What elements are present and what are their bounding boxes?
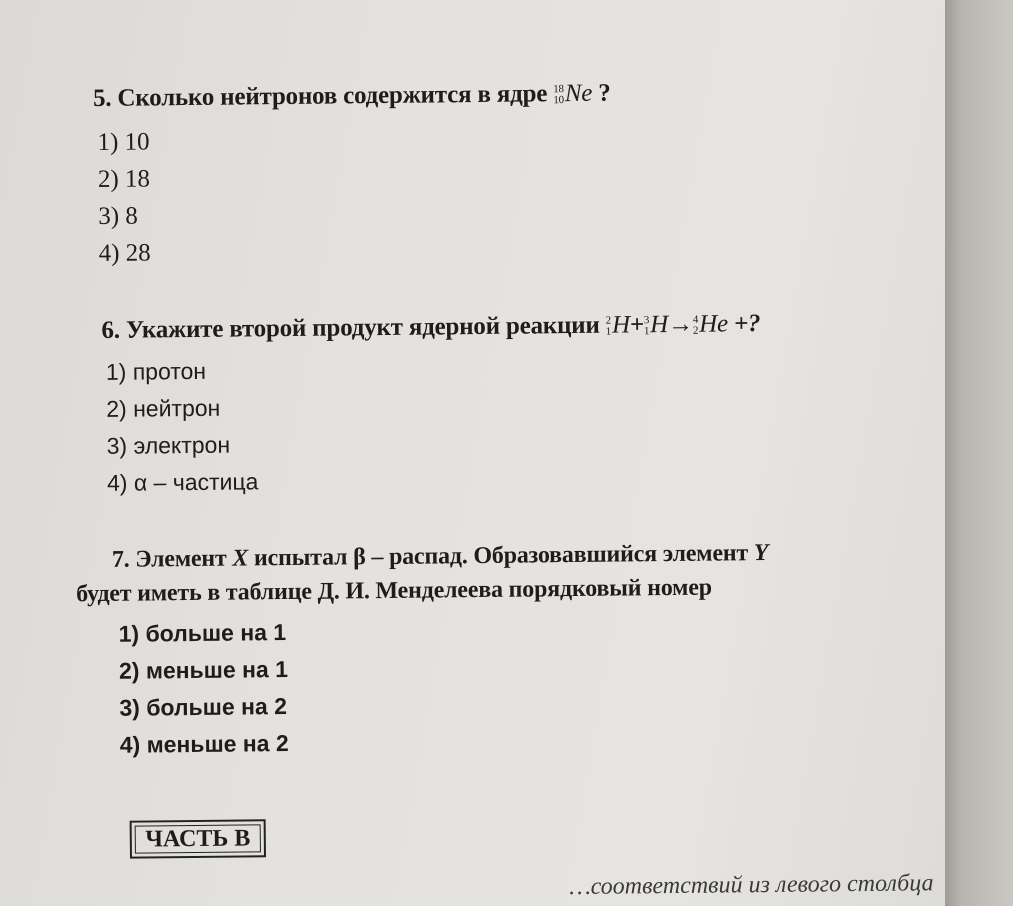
question-5-title: 5. Сколько нейтронов содержится в ядре 18 10 Ne ? — [92, 79, 611, 113]
question-7-line-2: будет иметь в таблице Д. И. Менделеева порядковый номер — [76, 574, 712, 608]
part-b-heading: ЧАСТЬ В — [130, 819, 266, 858]
nuclide-h3: 3 1 H — [643, 311, 669, 339]
question-5-option-1: 1) 10 — [97, 128, 150, 156]
question-7-option-4: 4) меньше на 2 — [119, 730, 289, 758]
nuclide-ne: 18 10 Ne — [553, 79, 593, 108]
question-5-option-3: 3) 8 — [98, 202, 138, 230]
question-6-option-4: 4) α – частица — [106, 468, 259, 496]
question-7-option-2: 2) меньше на 1 — [118, 656, 289, 684]
reaction-arrow: → — [667, 310, 694, 339]
question-7-option-3: 3) больше на 2 — [119, 693, 288, 721]
question-6-option-1: 1) протон — [105, 357, 207, 385]
question-6-option-2: 2) нейтрон — [106, 394, 221, 422]
question-6-title: 6. Укажите второй продукт ядерной реакции 2 1 H+ 3 1 H→ 4 2 He +? — [101, 310, 761, 344]
question-7-option-1: 1) больше на 1 — [118, 619, 287, 647]
cutoff-instruction-text: …соответствий из левого столбца — [569, 870, 934, 901]
question-7-line-1: 7. Элемент X испытал β – распад. Образовавшийся элемент Y — [111, 539, 769, 573]
question-5-option-4: 4) 28 — [98, 239, 151, 267]
question-6-option-3: 3) электрон — [106, 431, 231, 459]
question-5-option-2: 2) 18 — [97, 165, 151, 193]
nuclide-h2: 2 1 H — [605, 311, 631, 339]
background-shadow — [945, 0, 1013, 906]
nuclide-he: 4 2 He — [692, 310, 729, 338]
